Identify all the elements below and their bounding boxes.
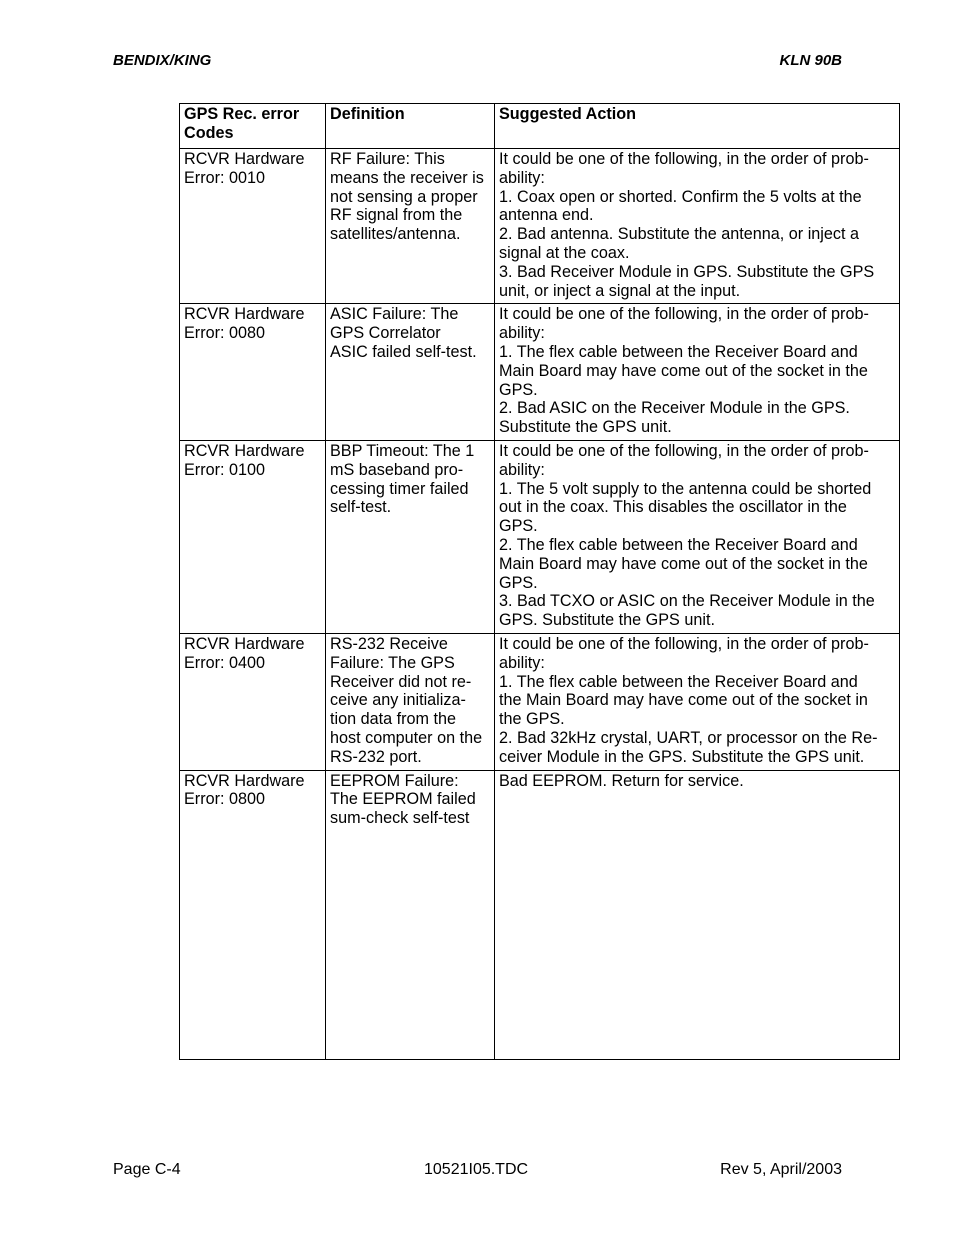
suggested-action-line: ability: [499, 460, 545, 479]
error-codes-table [179, 103, 900, 1060]
error-code-line: Error: 0100 [184, 460, 265, 479]
table-row [180, 304, 900, 441]
definition-line: satellites/antenna. [330, 225, 461, 244]
error-code-cell [180, 633, 326, 770]
suggested-action-cell [495, 440, 900, 633]
suggested-action-line: 2. The flex cable between the Receiver Board and [499, 535, 858, 554]
suggested-action-line: 1. The flex cable between the Receiver Board and [499, 672, 858, 691]
suggested-action-line: ability: [499, 653, 545, 672]
definition-line: EEPROM Failure: [330, 771, 459, 790]
table-row [180, 633, 900, 770]
definition-line: host computer on the [330, 728, 483, 747]
error-code-cell [180, 304, 326, 441]
error-code-line: Error: 0010 [184, 168, 265, 187]
suggested-action-line: antenna end. [499, 206, 594, 225]
suggested-action-line: unit, or inject a signal at the input. [499, 281, 741, 300]
footer-revision: Rev 5, April/2003 [720, 1161, 842, 1178]
table-row [180, 770, 900, 1059]
suggested-action-cell [495, 633, 900, 770]
suggested-action-line: ceiver Module in the GPS. Substitute the GPS unit. [499, 747, 865, 766]
suggested-action-line: It could be one of the following, in the order of prob- [499, 634, 869, 653]
definition-cell [326, 149, 495, 304]
definition-cell [326, 633, 495, 770]
suggested-action-line: 1. Coax open or shorted. Confirm the 5 volts at the [499, 187, 862, 206]
suggested-action-line: It could be one of the following, in the order of prob- [499, 441, 869, 460]
definition-line: ceive any initializa- [330, 691, 466, 710]
suggested-action-line: signal at the coax. [499, 243, 630, 262]
definition-cell [326, 304, 495, 441]
definition-line: means the receiver is [330, 168, 484, 187]
table-row [180, 440, 900, 633]
error-code-cell [180, 149, 326, 304]
suggested-action-line: It could be one of the following, in the order of prob- [499, 305, 869, 324]
definition-cell [326, 440, 495, 633]
table-header-row [180, 104, 900, 149]
suggested-action-line: 1. The 5 volt supply to the antenna could be shorted [499, 479, 872, 498]
definition-line: RF signal from the [330, 206, 463, 225]
suggested-action-cell [495, 304, 900, 441]
definition-line: sum-check self-test [330, 809, 470, 828]
error-code-line: Error: 0400 [184, 653, 265, 672]
error-code-line: Error: 0800 [184, 790, 265, 809]
definition-line: cessing timer failed [330, 479, 469, 498]
suggested-action-line: ability: [499, 324, 545, 343]
error-code-line: RCVR Hardware [184, 634, 305, 653]
footer-document-id: 10521I05.TDC [424, 1161, 529, 1178]
definition-line: RS-232 Receive [330, 634, 448, 653]
suggested-action-line: 2. Bad antenna. Substitute the antenna, or inject a [499, 225, 859, 244]
definition-line: not sensing a proper [330, 187, 478, 206]
definition-cell [326, 770, 495, 1059]
column-header-definition: Definition [326, 104, 495, 149]
definition-line: ASIC failed self-test. [330, 342, 477, 361]
suggested-action-cell [495, 149, 900, 304]
definition-line: RS-232 port. [330, 747, 422, 766]
header-manufacturer: BENDIX/KING [113, 52, 212, 69]
definition-line: Receiver did not re- [330, 672, 472, 691]
definition-line: GPS Correlator [330, 324, 441, 343]
suggested-action-line: GPS. [499, 573, 538, 592]
definition-line: The EEPROM failed [330, 790, 476, 809]
suggested-action-line: the Main Board may have come out of the socket in [499, 691, 868, 710]
definition-line: Failure: The GPS [330, 653, 455, 672]
error-code-cell [180, 770, 326, 1059]
header-model: KLN 90B [779, 52, 842, 69]
suggested-action-line: GPS. [499, 517, 538, 536]
definition-line: BBP Timeout: The 1 [330, 441, 475, 460]
error-code-line: RCVR Hardware [184, 150, 305, 168]
error-code-line: RCVR Hardware [184, 771, 305, 790]
suggested-action-line: 1. The flex cable between the Receiver Board and [499, 342, 858, 361]
suggested-action-line: Main Board may have come out of the socket in the [499, 554, 868, 573]
suggested-action-line: Bad EEPROM. Return for service. [499, 771, 744, 790]
definition-line: ASIC Failure: The [330, 305, 459, 324]
suggested-action-line: 3. Bad Receiver Module in GPS. Substitute the GPS [499, 262, 875, 281]
suggested-action-line: GPS. [499, 380, 538, 399]
table-row [180, 149, 900, 304]
suggested-action-line: 2. Bad 32kHz crystal, UART, or processor on the Re- [499, 728, 878, 747]
error-code-cell [180, 440, 326, 633]
definition-line: RF Failure: This [330, 150, 445, 168]
suggested-action-line: Main Board may have come out of the socket in the [499, 361, 868, 380]
error-code-line: RCVR Hardware [184, 305, 305, 324]
suggested-action-cell [495, 770, 900, 1059]
suggested-action-line: It could be one of the following, in the order of prob- [499, 150, 869, 168]
definition-line: tion data from the [330, 710, 456, 729]
table-body [180, 149, 900, 1060]
error-code-line: Error: 0080 [184, 324, 265, 343]
suggested-action-line: Substitute the GPS unit. [499, 418, 672, 437]
suggested-action-line: ability: [499, 168, 545, 187]
column-header-codes: GPS Rec. error Codes [180, 104, 326, 149]
definition-line: self-test. [330, 498, 392, 517]
suggested-action-line: 2. Bad ASIC on the Receiver Module in the GPS. [499, 399, 850, 418]
column-header-action: Suggested Action [495, 104, 900, 149]
suggested-action-line: 3. Bad TCXO or ASIC on the Receiver Module in the [499, 592, 875, 611]
error-code-line: RCVR Hardware [184, 441, 305, 460]
footer-page-number: Page C-4 [113, 1161, 181, 1178]
suggested-action-line: GPS. Substitute the GPS unit. [499, 611, 715, 630]
suggested-action-line: out in the coax. This disables the oscillator in the [499, 498, 847, 517]
suggested-action-line: the GPS. [499, 710, 565, 729]
definition-line: mS baseband pro- [330, 460, 464, 479]
